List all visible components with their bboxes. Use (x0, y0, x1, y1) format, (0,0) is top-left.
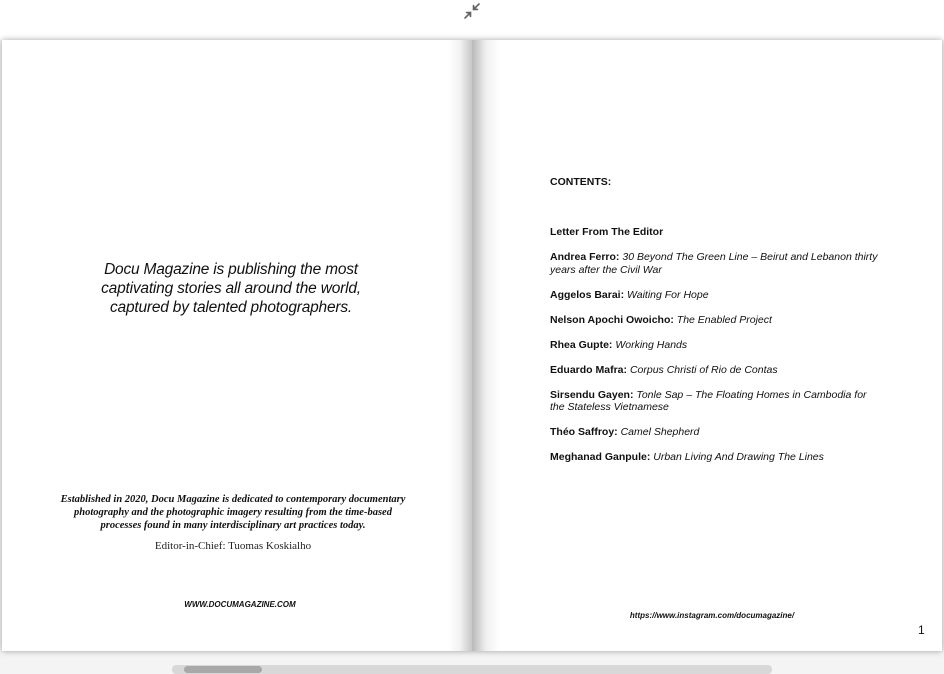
toc-title: 30 Beyond The Green Line – Beirut and Lebanon thirty years after the Civil War (550, 250, 878, 276)
contents-heading: CONTENTS: (550, 176, 612, 188)
toc-title: Waiting For Hope (627, 288, 709, 301)
scrollbar-thumb[interactable] (184, 666, 262, 673)
toc-title: Camel Shepherd (620, 426, 700, 439)
toc-author: Aggelos Barai: (550, 288, 625, 301)
toc-title: Corpus Christi of Rio de Contas (629, 363, 778, 376)
editor-in-chief: Editor-in-Chief: Tuomas Koskialho (154, 540, 312, 552)
toc-author: Nelson Apochi Owoicho: (550, 313, 674, 326)
horizontal-scrollbar[interactable] (172, 665, 772, 674)
viewer-toolbar (0, 0, 944, 40)
page-gutter-shadow (448, 40, 472, 651)
left-page (2, 40, 472, 651)
toc-item (550, 314, 880, 327)
toc-item (550, 289, 880, 302)
toc-title: Tonle Sap – The Floating Homes in Cambodia for the Stateless Vietnamese (550, 388, 867, 414)
instagram-link[interactable]: https://www.instagram.com/documagazine/ (629, 611, 795, 620)
toc-author: Eduardo Mafra: (550, 363, 628, 376)
toc-author: Théo Saffroy: (550, 426, 618, 439)
magazine-spread (2, 40, 942, 651)
toc-author: Letter From The Editor (550, 226, 664, 238)
page-number: 1 (918, 623, 925, 637)
about-paragraph: Established in 2020, Docu Magazine is dedicated to contemporary documentary photography and the photographic imagery resulting from the time-based processes found in many interdisciplinary art practices today. (60, 494, 406, 531)
toc-author: Rhea Gupte: (550, 338, 613, 351)
toc-item (550, 426, 880, 439)
toc-title: Working Hands (615, 338, 688, 351)
right-page (472, 40, 942, 651)
magazine-tagline: Docu Magazine is publishing the most captivating stories all around the world, captured by talented photographers. (101, 261, 361, 316)
toc-item (550, 451, 880, 464)
exit-fullscreen-icon[interactable] (461, 0, 483, 22)
toc-item (550, 226, 880, 239)
toc-title: Urban Living And Drawing The Lines (653, 451, 824, 464)
toc-item (550, 339, 880, 352)
toc-item (550, 364, 880, 377)
toc-item (550, 389, 880, 414)
toc-author: Meghanad Ganpule: (550, 451, 651, 464)
toc-title: The Enabled Project (676, 313, 772, 326)
website-link[interactable]: WWW.DOCUMAGAZINE.COM (184, 600, 296, 609)
table-of-contents (550, 226, 880, 476)
toc-author: Sirsendu Gayen: (550, 388, 634, 401)
page-gutter-shadow (472, 40, 500, 651)
toc-item (550, 251, 880, 276)
toc-author: Andrea Ferro: (550, 250, 620, 263)
